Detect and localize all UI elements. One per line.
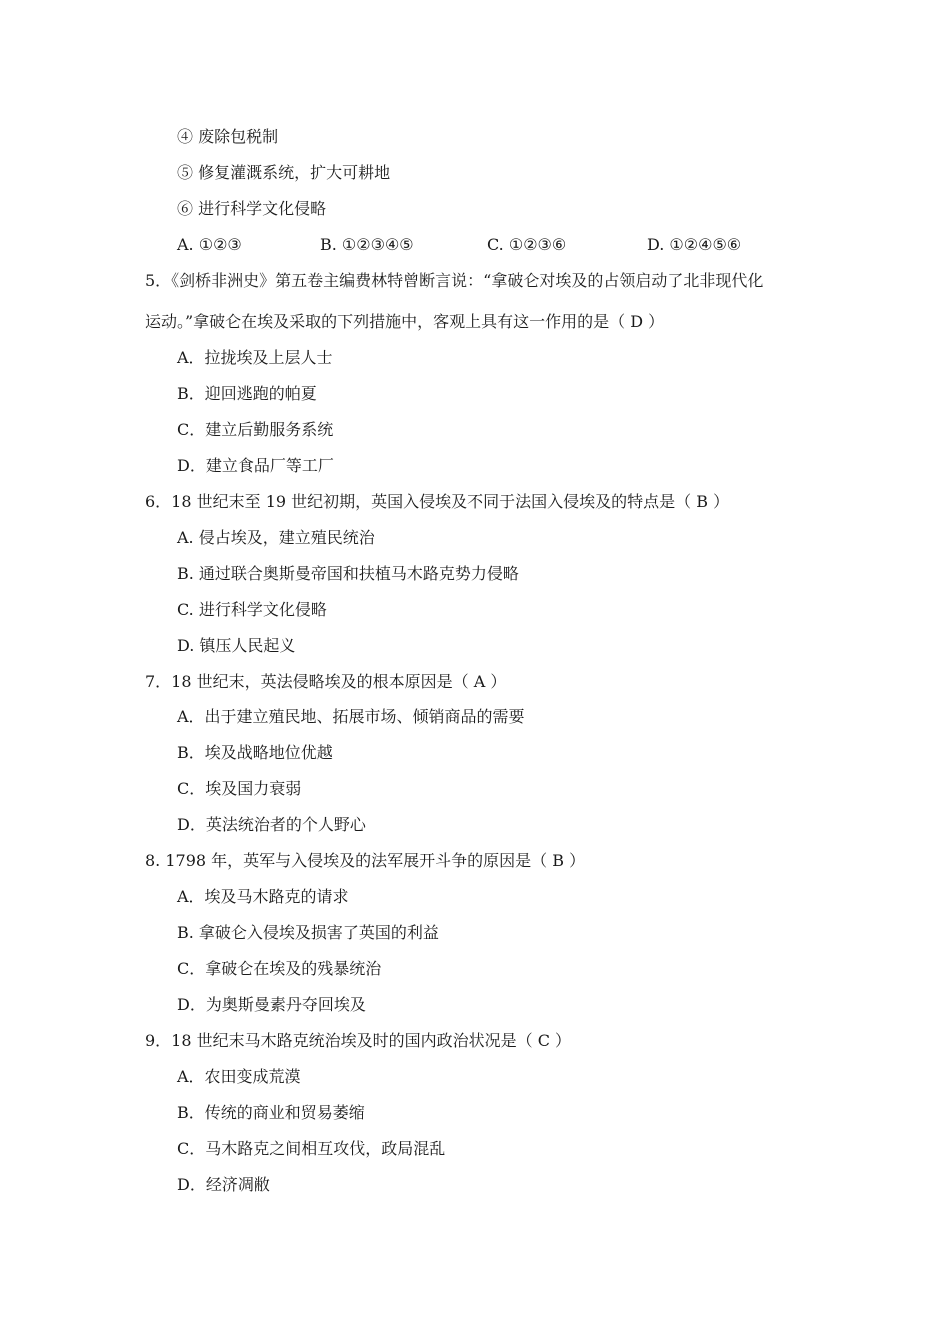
q8-stem: 8. 1798 年，英军与入侵埃及的法军展开斗争的原因是（ B ） bbox=[145, 851, 586, 870]
q9-stem: 9．18 世纪末马木路克统治埃及时的国内政治状况是（ C ） bbox=[145, 1031, 572, 1050]
prev-option-d: D. ①②④⑤⑥ bbox=[647, 235, 742, 254]
prev-option-b: B. ①②③④⑤ bbox=[320, 235, 414, 254]
q9-option-b: B．传统的商业和贸易萎缩 bbox=[177, 1103, 365, 1122]
q8-option-b: B. 拿破仑入侵埃及损害了英国的利益 bbox=[177, 923, 439, 942]
q7-option-a: A．出于建立殖民地、拓展市场、倾销商品的需要 bbox=[177, 707, 525, 726]
q5-option-d: D．建立食品厂等工厂 bbox=[177, 456, 334, 475]
q6-stem: 6．18 世纪末至 19 世纪初期，英国入侵埃及不同于法国入侵埃及的特点是（ B ） bbox=[145, 492, 730, 511]
q8-option-d: D．为奥斯曼素丹夺回埃及 bbox=[177, 995, 366, 1014]
q7-option-d: D．英法统治者的个人野心 bbox=[177, 815, 366, 834]
q7-option-b: B．埃及战略地位优越 bbox=[177, 743, 333, 762]
q5-option-b: B．迎回逃跑的帕夏 bbox=[177, 384, 317, 403]
prev-item-4: ④ 废除包税制 bbox=[177, 127, 279, 146]
q7-option-c: C．埃及国力衰弱 bbox=[177, 779, 302, 798]
q5-option-c: C．建立后勤服务系统 bbox=[177, 420, 334, 439]
q6-option-c: C. 进行科学文化侵略 bbox=[177, 600, 327, 619]
prev-option-c: C. ①②③⑥ bbox=[487, 235, 567, 254]
q9-option-a: A．农田变成荒漠 bbox=[177, 1067, 301, 1086]
q7-stem: 7．18 世纪末，英法侵略埃及的根本原因是（ A ） bbox=[145, 672, 507, 691]
q6-option-a: A. 侵占埃及，建立殖民统治 bbox=[177, 528, 375, 547]
q8-option-c: C．拿破仑在埃及的残暴统治 bbox=[177, 959, 382, 978]
q5-stem-line2: 运动。”拿破仑在埃及采取的下列措施中，客观上具有这一作用的是（ D ） bbox=[145, 312, 665, 331]
q5-option-a: A．拉拢埃及上层人士 bbox=[177, 348, 333, 367]
q6-option-d: D. 镇压人民起义 bbox=[177, 636, 296, 655]
q8-option-a: A．埃及马木路克的请求 bbox=[177, 887, 349, 906]
q6-option-b: B. 通过联合奥斯曼帝国和扶植马木路克势力侵略 bbox=[177, 564, 519, 583]
prev-item-5: ⑤ 修复灌溉系统，扩大可耕地 bbox=[177, 163, 391, 182]
q9-option-d: D．经济凋敝 bbox=[177, 1175, 270, 1194]
prev-item-6: ⑥ 进行科学文化侵略 bbox=[177, 199, 327, 218]
prev-option-a: A. ①②③ bbox=[177, 235, 242, 254]
q5-stem-line1: 5．《剑桥非洲史》第五卷主编费林特曾断言说：“拿破仑对埃及的占领启动了北非现代化 bbox=[145, 271, 764, 290]
q9-option-c: C．马木路克之间相互攻伐，政局混乱 bbox=[177, 1139, 446, 1158]
prev-options-row bbox=[177, 235, 817, 255]
